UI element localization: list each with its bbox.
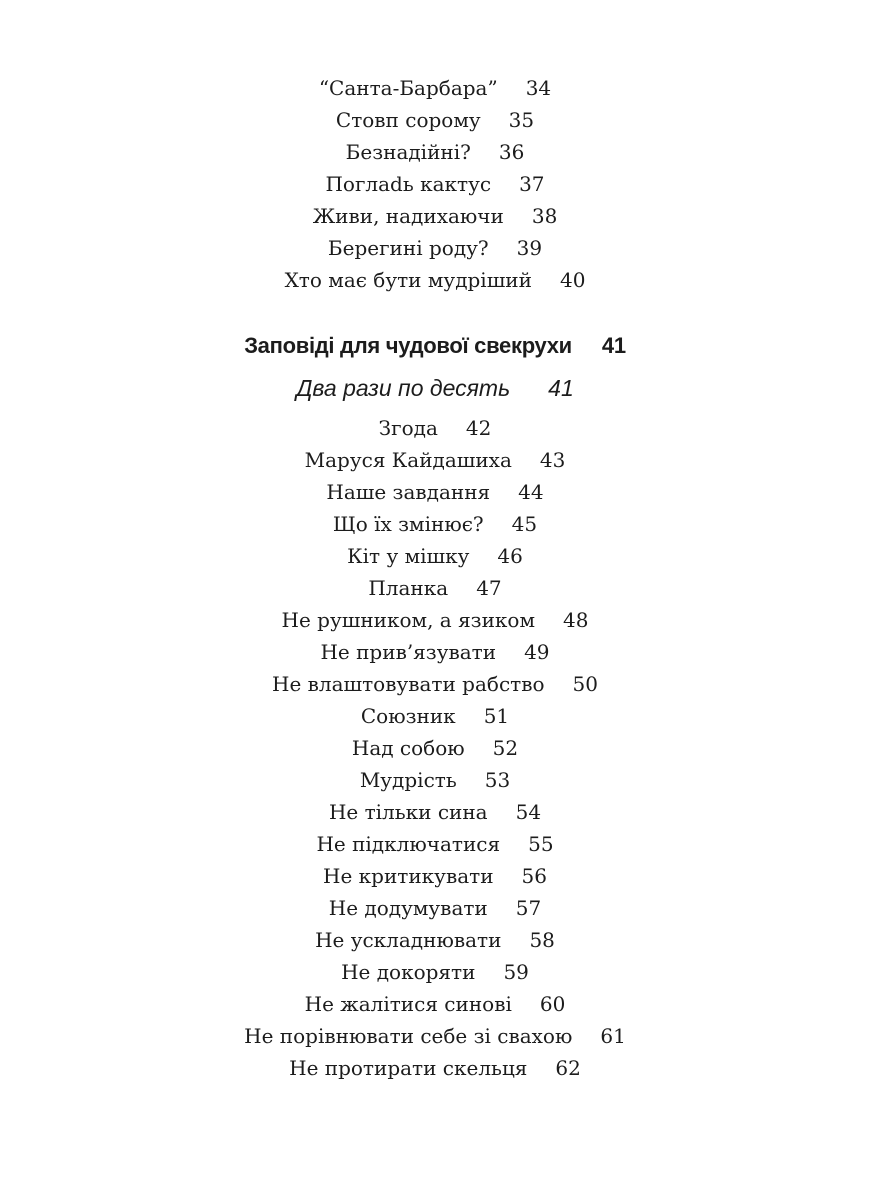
toc-entry: [0, 898, 870, 918]
toc-entry: [0, 834, 870, 854]
toc-entry-title: Не тільки сина: [328, 800, 488, 824]
toc-entry: [0, 706, 870, 726]
toc-entry: [0, 174, 870, 194]
toc-entry-page: 52: [492, 736, 519, 760]
toc-entry: [0, 642, 870, 662]
toc-entry-page: 60: [539, 992, 566, 1016]
toc-entry: [0, 238, 870, 258]
toc-entry-page: 57: [515, 896, 542, 920]
toc-entry-title: Не додумувати: [328, 896, 488, 920]
toc-entry: [0, 142, 870, 162]
toc-entry: [0, 110, 870, 130]
toc-entry-page: 47: [476, 576, 502, 600]
toc-entry: [0, 962, 870, 982]
toc-entry-page: 36: [498, 140, 525, 164]
toc-entry-title: Не підключатися: [316, 832, 501, 856]
chapter-heading: [0, 335, 870, 357]
subchapter-heading: [0, 377, 870, 400]
subchapter-page: 41: [548, 375, 574, 401]
toc-entry: [0, 994, 870, 1014]
toc-entry-title: Не влаштовувати рабство: [272, 672, 545, 696]
toc-entry-page: 46: [497, 544, 523, 568]
toc-entry-page: 34: [525, 76, 552, 100]
toc-entry-title: Згода: [378, 416, 438, 440]
toc-entry-page: 54: [515, 800, 542, 824]
subchapter-title: Два рази по десять: [296, 375, 511, 401]
toc-entry-title: Кіт у мішку: [347, 544, 470, 568]
chapter-title: Заповіді для чудової свекрухи: [244, 333, 572, 358]
toc-entry-page: 49: [524, 640, 550, 664]
toc-entry: [0, 418, 870, 438]
toc-entry-page: 42: [465, 416, 492, 440]
toc-entry: [0, 270, 870, 290]
toc-entry-page: 39: [516, 236, 543, 260]
toc-entry-title: Не протирати скельця: [289, 1056, 528, 1080]
toc-entry: [0, 206, 870, 226]
toc-entry-title: “Санта-Барбара”: [318, 76, 498, 100]
toc-entry-title: Не критикувати: [323, 864, 494, 888]
toc-entry: [0, 802, 870, 822]
toc-entry-page: 43: [539, 448, 566, 472]
toc-entry-title: Мудрість: [359, 768, 457, 792]
toc-entry-title: Поглadь кактус: [325, 172, 492, 196]
toc-entry-page: 59: [503, 960, 529, 984]
toc-entry-title: Що їх змінює?: [332, 512, 484, 536]
toc-entry-page: 58: [529, 928, 555, 952]
toc-entry-page: 62: [555, 1056, 581, 1080]
toc-entry-page: 56: [521, 864, 547, 888]
toc-entry-page: 53: [484, 768, 511, 792]
toc-entry-title: Не жалітися синові: [304, 992, 512, 1016]
toc-entry: [0, 770, 870, 790]
toc-entry: [0, 674, 870, 694]
toc-entry-page: 37: [519, 172, 545, 196]
toc-entry-title: Над собою: [351, 736, 465, 760]
toc-entry-page: 35: [508, 108, 535, 132]
toc-entry: [0, 738, 870, 758]
toc-entry: [0, 514, 870, 534]
toc-entry-page: 55: [528, 832, 554, 856]
toc-entry-page: 40: [559, 268, 586, 292]
toc-entry-page: 44: [518, 480, 544, 504]
toc-entry-title: Маруся Кайдашиха: [304, 448, 512, 472]
toc-entry-title: Хто має бути мудріший: [284, 268, 532, 292]
toc-entry-title: Берегині роду?: [327, 236, 489, 260]
toc-entry-title: Не рушником, а язиком: [281, 608, 536, 632]
toc-entry-title: Не ускладнювати: [315, 928, 502, 952]
toc-entry: [0, 1058, 870, 1078]
toc-entry-title: Не прив’язувати: [320, 640, 497, 664]
toc-entry: [0, 610, 870, 630]
toc-entry: [0, 578, 870, 598]
toc-entry: [0, 546, 870, 566]
toc-entry-title: Стовп сорому: [335, 108, 481, 132]
toc-entry-page: 38: [531, 204, 558, 228]
toc-entry-page: 48: [563, 608, 589, 632]
toc-entry-page: 50: [572, 672, 598, 696]
chapter-page: 41: [601, 333, 626, 358]
toc-entry-title: Живи, надихаючи: [312, 204, 504, 228]
toc-entry-page: 61: [600, 1024, 626, 1048]
toc-entry-title: Не порівнювати себе зі свахою: [244, 1024, 573, 1048]
toc-entry-page: 45: [511, 512, 538, 536]
toc-entry: [0, 78, 870, 98]
toc-entry-title: Не докоряти: [341, 960, 476, 984]
toc-entry: [0, 930, 870, 950]
toc-entry-title: Безнадійні?: [345, 140, 471, 164]
toc-entry-title: Планка: [368, 576, 449, 600]
toc-entry-title: Союзник: [360, 704, 456, 728]
toc-entry-title: Наше завдання: [326, 480, 491, 504]
toc-entry: [0, 450, 870, 470]
toc-entry: [0, 482, 870, 502]
toc-entry: [0, 1026, 870, 1046]
toc-entry: [0, 866, 870, 886]
toc-entry-page: 51: [483, 704, 510, 728]
